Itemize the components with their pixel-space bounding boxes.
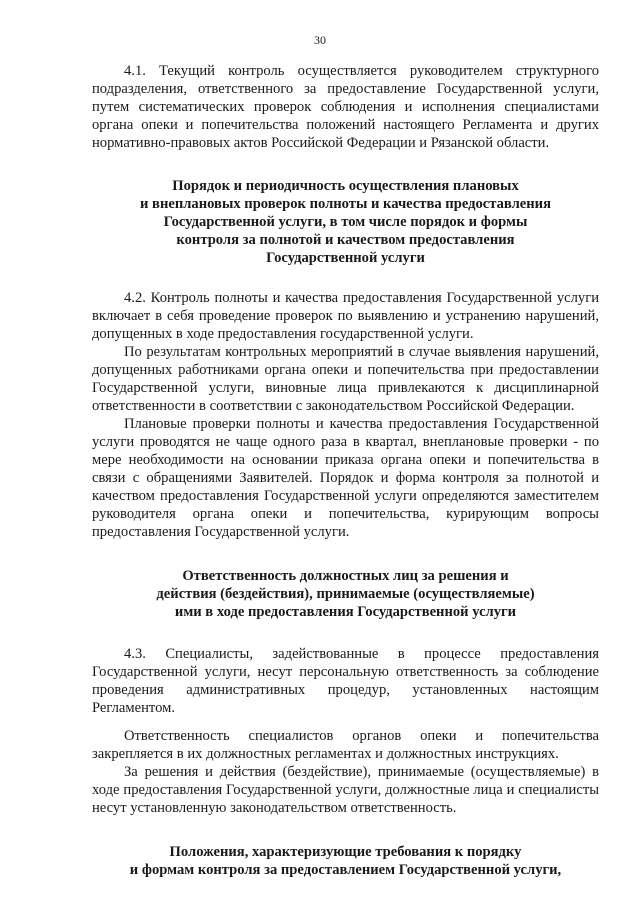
heading-line: Государственной услуги, в том числе порядок и формы: [163, 214, 528, 230]
paragraph-4-1: 4.1. Текущий контроль осуществляется руководителем структурного подразделения, ответственного за предоставление Государственной услуги, путем систематических проверок соблюдения и исполнения специалистами органа опеки и попечительства положений настоящего Регламента и других нормативно-правовых актов Российской Федерации и Рязанской области.: [92, 63, 599, 151]
heading-line: Государственной услуги: [266, 250, 425, 266]
heading-inspections: [92, 177, 599, 267]
heading-line: действия (бездействия), принимаемые (осуществляемые): [156, 586, 535, 602]
heading-responsibility: [92, 567, 599, 621]
heading-line: контроля за полнотой и качеством предоставления: [176, 232, 515, 248]
heading-line: и формам контроля за предоставлением Государственной услуги,: [129, 862, 562, 878]
heading-line: Положения, характеризующие требования к порядку: [169, 844, 522, 860]
paragraph-specialist-responsibility: Ответственность специалистов органов опеки и попечительства закрепляется в их должностных регламентах и должностных инструкциях.: [92, 728, 599, 762]
paragraph-decisions-responsibility: За решения и действия (бездействие), принимаемые (осуществляемые) в ходе предоставления Государственной услуги, должностные лица и специалисты несут установленную законодательством ответственность.: [92, 764, 599, 816]
paragraph-results: По результатам контрольных мероприятий в случае выявления нарушений, допущенных работниками органа опеки и попечительства при предоставлении Государственной услуги, виновные лица привлекаются к дисциплинарной ответственности в соответствии с законодательством Российской Федерации.: [92, 344, 599, 414]
heading-line: ими в ходе предоставления Государственной услуги: [174, 604, 517, 620]
heading-control-requirements: [92, 843, 599, 879]
paragraph-4-3: 4.3. Специалисты, задействованные в процессе предоставления Государственной услуги, несут персональную ответственность за соблюдение проведения административных процедур, установленных настоящим Регламентом.: [92, 646, 599, 716]
heading-line: Ответственность должностных лиц за решения и: [182, 568, 509, 584]
paragraph-4-2: 4.2. Контроль полноты и качества предоставления Государственной услуги включает в себя проведение проверок по выявлению и устранению нарушений, допущенных в ходе предоставления государственной услуги.: [92, 290, 599, 342]
page-content: [92, 62, 599, 879]
heading-line: Порядок и периодичность осуществления плановых: [172, 178, 519, 194]
page-number: 30: [314, 33, 326, 47]
heading-line: и внеплановых проверок полноты и качества предоставления: [140, 196, 551, 212]
paragraph-planned-inspections: Плановые проверки полноты и качества предоставления Государственной услуги проводятся не чаще одного раза в квартал, внеплановые проверки - по мере необходимости на основании приказа органа опеки и попечительства в связи с обращениями Заявителей. Порядок и форма контроля за полнотой и качеством предоставления Государственной услуги определяются заместителем руководителя органа опеки и попечительства, курирующим вопросы предоставления Государственной услуги.: [92, 416, 599, 540]
